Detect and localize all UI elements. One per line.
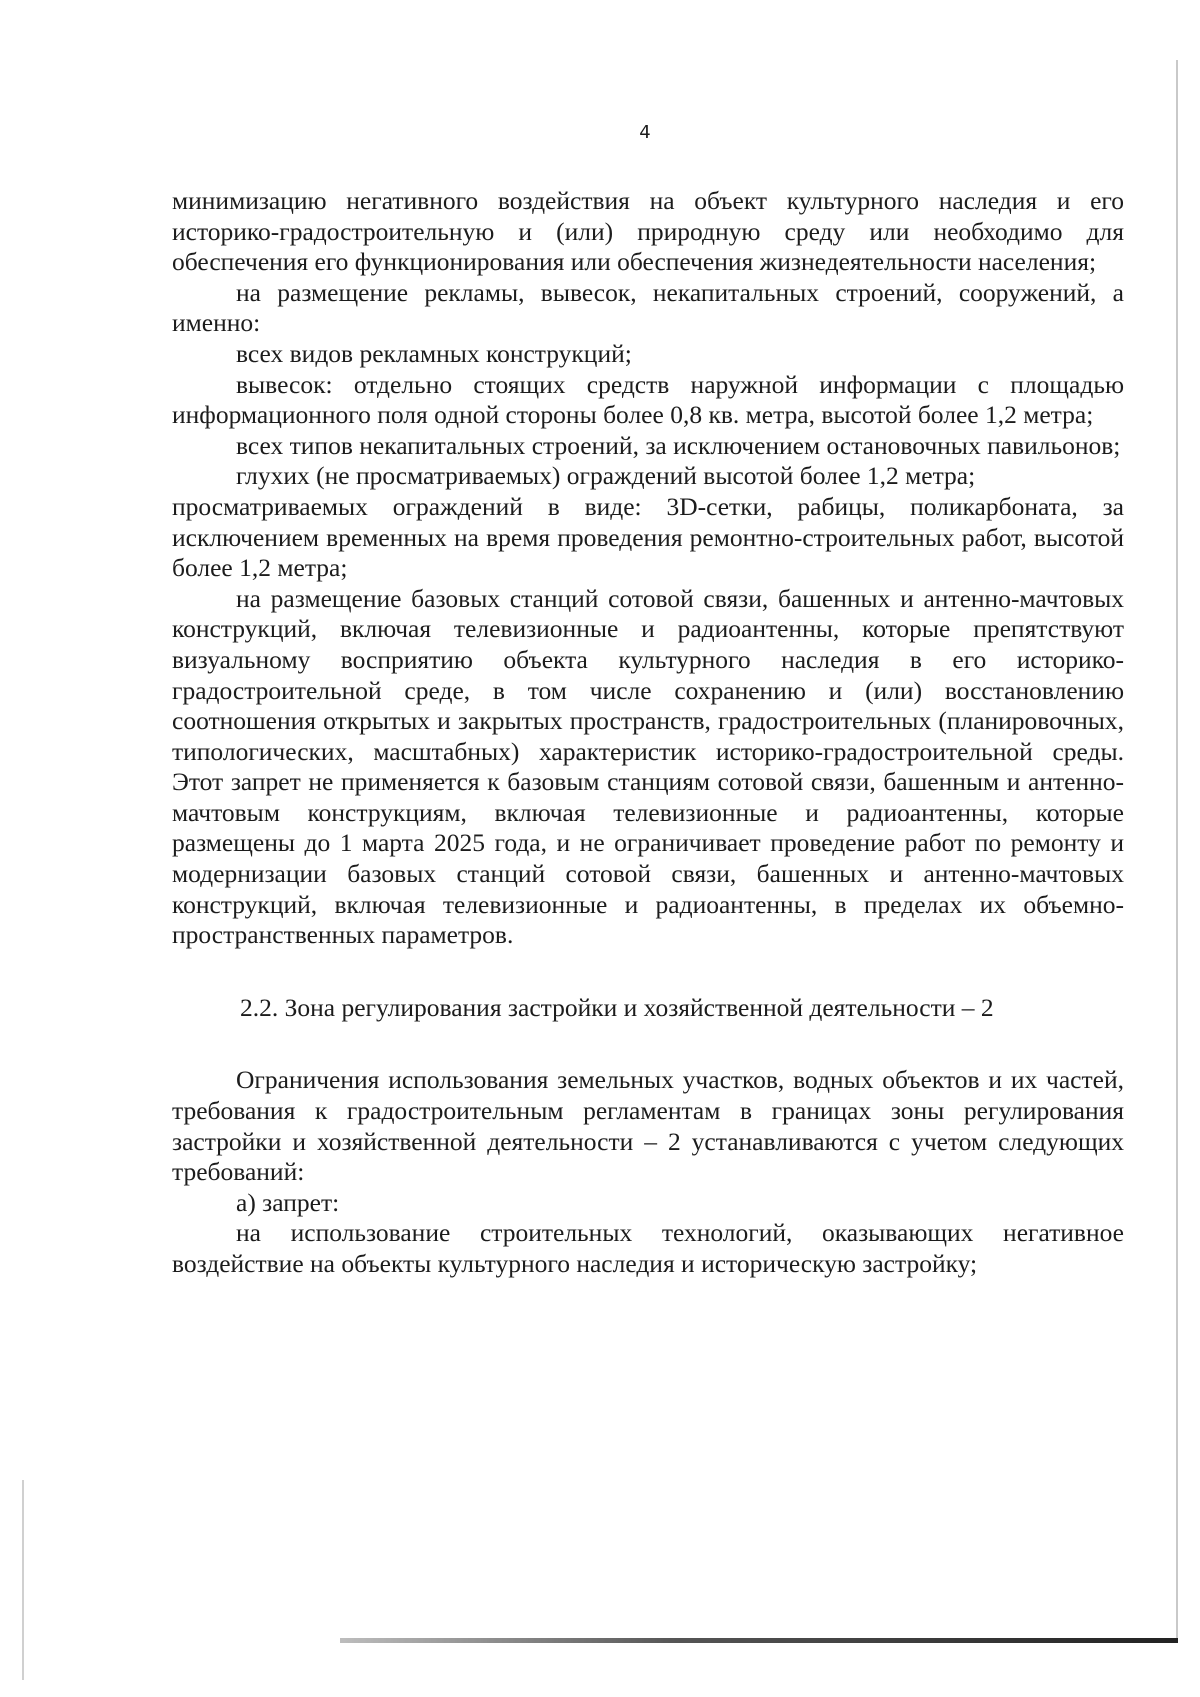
- paragraph-solid-fences: глухих (не просматриваемых) ограждений высотой более 1,2 метра;: [236, 461, 976, 491]
- paragraph-continuation: минимизацию негативного воздействия на объект культурного наследия и его историко-градостроительную и (или) природную среду или необходимо для обеспечения его функционирования или обеспечения жизнедеятельности населения;: [172, 186, 1124, 277]
- paragraph-base-stations: на размещение базовых станций сотовой связи, башенных и антенно-мачтовых конструкций, включая телевизионные и радиоантенны, которые препятствуют визуальному восприятию объекта культурного наследия в его историко-градостроительной среде, в том числе сохранению и (или) восстановлению соотношения открытых и закрытых пространств, градостроительных (планировочных, типологических, масштабных) характеристик историко-градостроительной среды. Этот запрет не применяется к базовым станциям сотовой связи, башенным и антенно-мачтовым конструкциям, включая телевизионные и радиоантенны, которые размещены до 1 марта 2025 года, и не ограничивает проведение работ по ремонту и модернизации базовых станций сотовой связи, башенных и антенно-мачтовых конструкций, включая телевизионные и радиоантенны, в пределах их объемно-пространственных параметров.: [172, 583, 1124, 950]
- paragraph-construction-technologies: на использование строительных технологий, оказывающих негативное воздействие на объекты культурного наследия и историческую застройку;: [172, 1218, 1124, 1278]
- scan-bottom-bar: [340, 1638, 1178, 1643]
- section-heading: 2.2. Зона регулирования застройки и хозяйственной деятельности – 2: [240, 992, 994, 1022]
- paragraph-non-capital-buildings: всех типов некапитальных строений, за исключением остановочных павильонов;: [236, 430, 1121, 460]
- paragraph-see-through-fences: просматриваемых ограждений в виде: 3D-сетки, рабицы, поликарбоната, за исключением временных на время проведения ремонтно-строительных работ, высотой более 1,2 метра;: [172, 491, 1124, 583]
- page-number: 4: [639, 122, 651, 143]
- scan-edge-right: [1176, 60, 1178, 1640]
- paragraph-ad-structures: всех видов рекламных конструкций;: [236, 338, 632, 368]
- document-body: [172, 186, 1124, 1280]
- paragraph-zone-restrictions: Ограничения использования земельных участков, водных объектов и их частей, требования к градостроительным регламентам в границах зоны регулирования застройки и хозяйственной деятельности – 2 устанавливаются с учетом следующих требований:: [172, 1065, 1124, 1187]
- paragraph-signs: вывесок: отдельно стоящих средств наружной информации с площадью информационного поля одной стороны более 0,8 кв. метра, высотой более 1,2 метра;: [172, 369, 1124, 430]
- paragraph-advertising: на размещение рекламы, вывесок, некапитальных строений, сооружений, а именно:: [172, 277, 1124, 338]
- scan-edge-left: [22, 1480, 24, 1680]
- paragraph-prohibition-label: а) запрет:: [236, 1187, 340, 1217]
